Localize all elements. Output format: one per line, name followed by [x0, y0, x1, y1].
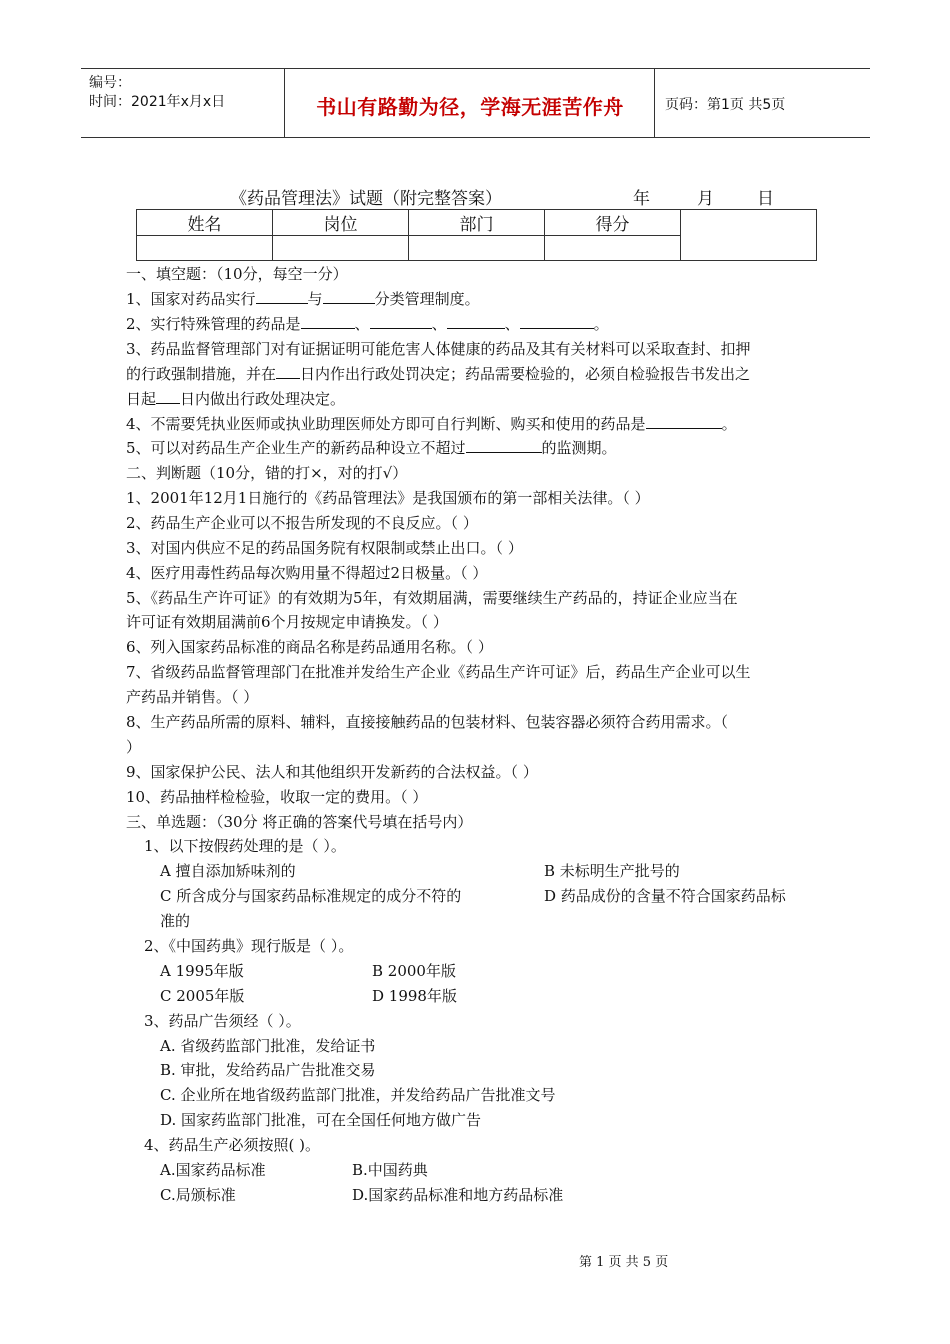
header-motto: 书山有路勤为径，学海无涯苦作舟: [316, 95, 624, 119]
date-month-label: 月: [697, 189, 714, 209]
question-stem: 3、药品广告须经（ ）。: [144, 1012, 301, 1030]
question-line: 1、国家对药品实行 与 分类管理制度。: [126, 290, 480, 308]
page-title: 《药品管理法》试题（附完整答案）: [230, 189, 502, 209]
date-day-label: 日: [757, 189, 774, 209]
answer-blank[interactable]: [156, 389, 180, 404]
date-year-label: 年: [633, 189, 650, 209]
option-b[interactable]: B.中国药典: [352, 1161, 428, 1179]
question-line: 3、药品监督管理部门对有证据证明可能危害人体健康的药品及其有关材料可以采取查封、扣押: [126, 340, 751, 358]
option-c[interactable]: C.局颁标准: [160, 1186, 236, 1204]
answer-blank[interactable]: [370, 314, 432, 329]
question-line: 10、药品抽样检检验，收取一定的费用。（ ）: [126, 788, 428, 806]
answer-blank[interactable]: [256, 289, 308, 304]
option-a[interactable]: A. 省级药监部门批准，发给证书: [160, 1037, 376, 1055]
option-d[interactable]: D 药品成份的含量不符合国家药品标: [544, 887, 786, 905]
score-header: 得分: [545, 210, 681, 236]
answer-blank[interactable]: [466, 438, 542, 453]
answer-blank[interactable]: [301, 314, 355, 329]
option-d[interactable]: D. 国家药监部门批准，可在全国任何地方做广告: [160, 1111, 482, 1129]
question-line: 5、《药品生产许可证》的有效期为5年，有效期届满，需要继续生产药品的，持证企业应当在: [126, 589, 738, 607]
info-table: [136, 209, 817, 261]
position-cell[interactable]: [273, 236, 409, 261]
number-label: 编号：: [89, 75, 131, 91]
document-header: [81, 68, 870, 138]
time-label: 时间：2021年x月x日: [89, 94, 226, 110]
question-line: 的行政强制措施，并在 日内作出行政处罚决定；药品需要检验的，必须自检验报告书发出之: [126, 365, 751, 383]
question-line: 7、省级药品监督管理部门在批准并发给生产企业《药品生产许可证》后，药品生产企业可以生: [126, 663, 751, 681]
header-divider: [284, 69, 285, 137]
question-line: 许可证有效期届满前6个月按规定申请换发。（ ）: [126, 613, 448, 631]
option-c[interactable]: C. 企业所在地省级药监部门批准，并发给药品广告批准文号: [160, 1086, 556, 1104]
score-cell[interactable]: [545, 236, 681, 261]
question-stem: 2、《中国药典》现行版是（ ）。: [144, 937, 354, 955]
option-b[interactable]: B 未标明生产批号的: [544, 862, 680, 880]
question-line: 4、不需要凭执业医师或执业助理医师处方即可自行判断、购买和使用的药品是 。: [126, 415, 737, 433]
department-header: 部门: [409, 210, 545, 236]
section-heading: 一、填空题：（10分，每空一分）: [126, 265, 348, 283]
question-stem: 1、以下按假药处理的是（ ）。: [144, 837, 346, 855]
question-line: ）: [126, 738, 142, 756]
option-c[interactable]: C 2005年版: [160, 987, 245, 1005]
question-line: 8、生产药品所需的原料、辅料，直接接触药品的包装材料、包装容器必须符合药用需求。（: [126, 713, 729, 731]
question-line: 3、对国内供应不足的药品国务院有权限制或禁止出口。（ ）: [126, 539, 523, 557]
question-line: 9、国家保护公民、法人和其他组织开发新药的合法权益。（ ）: [126, 763, 538, 781]
position-header: 岗位: [273, 210, 409, 236]
question-line: 6、列入国家药品标准的商品名称是药品通用名称。（ ）: [126, 638, 493, 656]
option-a[interactable]: A 擅自添加矫味剂的: [160, 862, 296, 880]
question-line: 2、药品生产企业可以不报告所发现的不良反应。（ ）: [126, 514, 478, 532]
section-heading: 三、单选题：（30分 将正确的答案代号填在括号内）: [126, 813, 473, 831]
question-line: 1、2001年12月1日施行的《药品管理法》是我国颁布的第一部相关法律。（ ）: [126, 489, 650, 507]
question-line: 2、实行特殊管理的药品是 、 、 、 。: [126, 315, 609, 333]
question-line: 5、可以对药品生产企业生产的新药品种设立不超过 的监测期。: [126, 439, 617, 457]
option-d[interactable]: D 1998年版: [372, 987, 457, 1005]
question-line: 产药品并销售。（ ）: [126, 688, 259, 706]
answer-blank[interactable]: [520, 314, 594, 329]
option-c[interactable]: C 所含成分与国家药品标准规定的成分不符的: [160, 887, 462, 905]
department-cell[interactable]: [409, 236, 545, 261]
question-line: 日起 日内做出行政处理决定。: [126, 390, 346, 408]
option-d-continued: 准的: [160, 912, 191, 930]
score-box[interactable]: [681, 210, 817, 261]
answer-blank[interactable]: [646, 414, 722, 429]
header-page-info: 页码：第1页 共5页: [665, 97, 786, 113]
answer-blank[interactable]: [447, 314, 505, 329]
question-stem: 4、药品生产必须按照( )。: [144, 1136, 321, 1154]
answer-blank[interactable]: [323, 289, 375, 304]
option-d[interactable]: D.国家药品标准和地方药品标准: [352, 1186, 564, 1204]
option-a[interactable]: A 1995年版: [160, 962, 244, 980]
section-heading: 二、判断题（10分，错的打×，对的打√）: [126, 464, 408, 482]
option-b[interactable]: B. 审批，发给药品广告批准交易: [160, 1061, 376, 1079]
page-footer: 第 1 页 共 5 页: [579, 1255, 669, 1270]
name-header: 姓名: [137, 210, 273, 236]
header-meta: [89, 74, 225, 112]
answer-blank[interactable]: [276, 364, 300, 379]
name-cell[interactable]: [137, 236, 273, 261]
option-a[interactable]: A.国家药品标准: [160, 1161, 266, 1179]
header-divider: [654, 69, 655, 137]
option-b[interactable]: B 2000年版: [372, 962, 456, 980]
question-line: 4、医疗用毒性药品每次购用量不得超过2日极量。（ ）: [126, 564, 488, 582]
